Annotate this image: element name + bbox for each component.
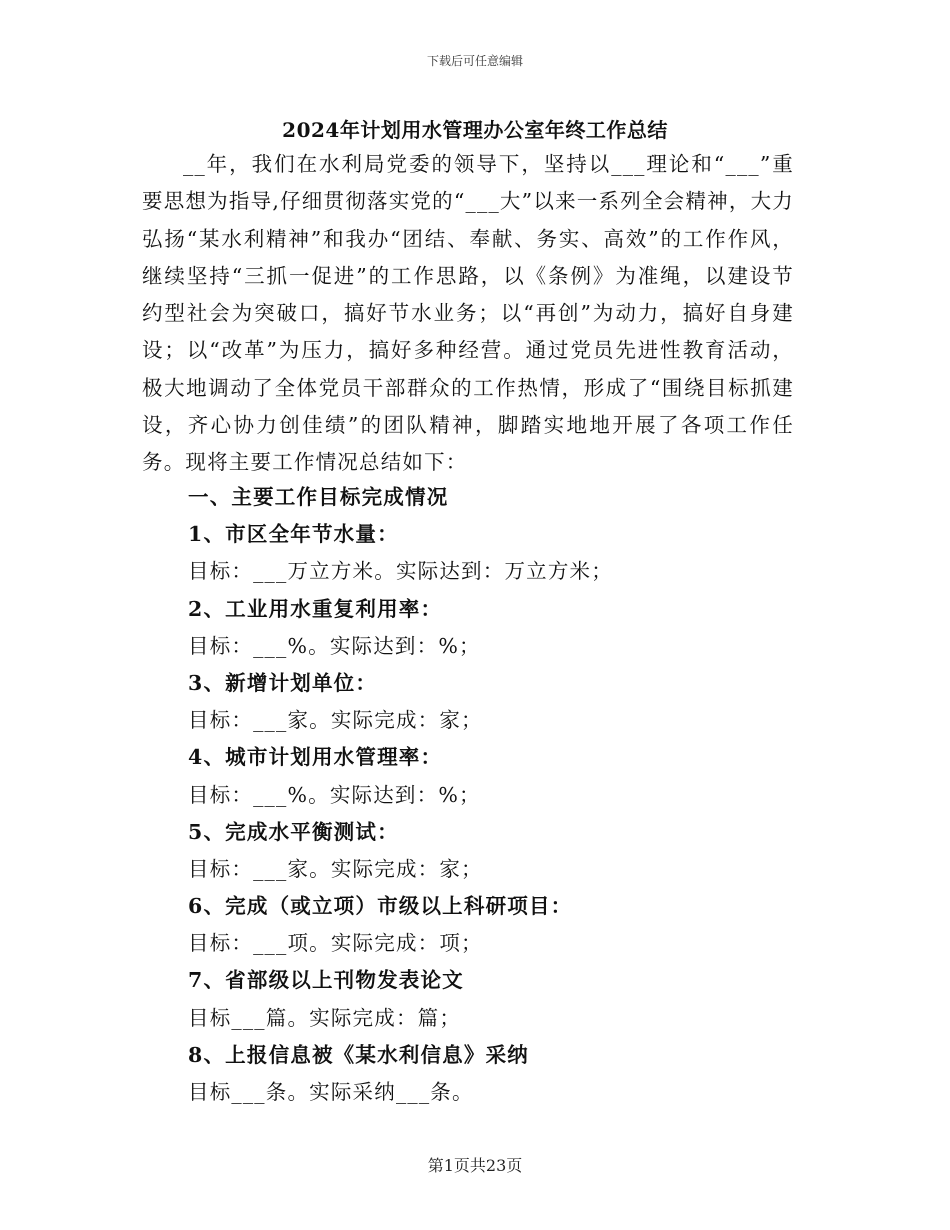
item-heading: 6、完成（或立项）市级以上科研项目： xyxy=(188,894,573,919)
intro-paragraph: __年，我们在水利局党委的领导下，坚持以___理论和“___”重要思想为指导,仔细贯彻落实党的“___大”以来一系列全会精神，大力弘扬“某水利精神”和我办“团结、奉献、务实、高效”的工作作风，继续坚持“三抓一促进”的工作思路，以《条例》为准绳，以建设节约型社会为突破口，搞好节水业务；以“再创”为动力，搞好自身建设；以“改革”为压力，搞好多种经营。通过党员先进性教育活动，极大地调动了全体党员干部群众的工作热情，形成了“围绕目标抓建设，齐心协力创佳绩”的团队精神，脚踏实地地开展了各项工作任务。现将主要工作情况总结如下： xyxy=(142,152,794,475)
item-detail: 目标：___家。实际完成：家； xyxy=(188,708,483,733)
header-note: 下载后可任意编辑 xyxy=(426,54,523,68)
item-detail: 目标：___%。实际达到：%； xyxy=(188,782,481,807)
goals-section xyxy=(188,479,788,1111)
item-heading: 8、上报信息被《某水利信息》采纳 xyxy=(188,1042,529,1067)
item-detail: 目标：___%。实际达到：%； xyxy=(188,633,481,658)
page-footer: 第1页共23页 xyxy=(427,1156,523,1175)
item-heading: 5、完成水平衡测试： xyxy=(188,819,399,844)
item-heading: 2、工业用水重复利用率： xyxy=(188,596,443,621)
item-detail: 目标___篇。实际完成：篇； xyxy=(188,1005,462,1030)
item-heading: 1、市区全年节水量： xyxy=(188,522,399,547)
item-detail: 目标：___项。实际完成：项； xyxy=(188,931,483,956)
item-detail: 目标___条。实际采纳___条。 xyxy=(188,1080,474,1104)
item-detail: 目标：___家。实际完成：家； xyxy=(188,856,483,881)
section-heading: 一、主要工作目标完成情况 xyxy=(188,485,449,509)
item-heading: 4、城市计划用水管理率： xyxy=(188,745,443,770)
item-heading: 3、新增计划单位： xyxy=(188,670,378,695)
item-heading: 7、省部级以上刊物发表论文 xyxy=(188,968,464,993)
document-title: 2024年计划用水管理办公室年终工作总结 xyxy=(282,118,668,142)
item-detail: 目标：___万立方米。实际达到：万立方米； xyxy=(188,559,613,584)
